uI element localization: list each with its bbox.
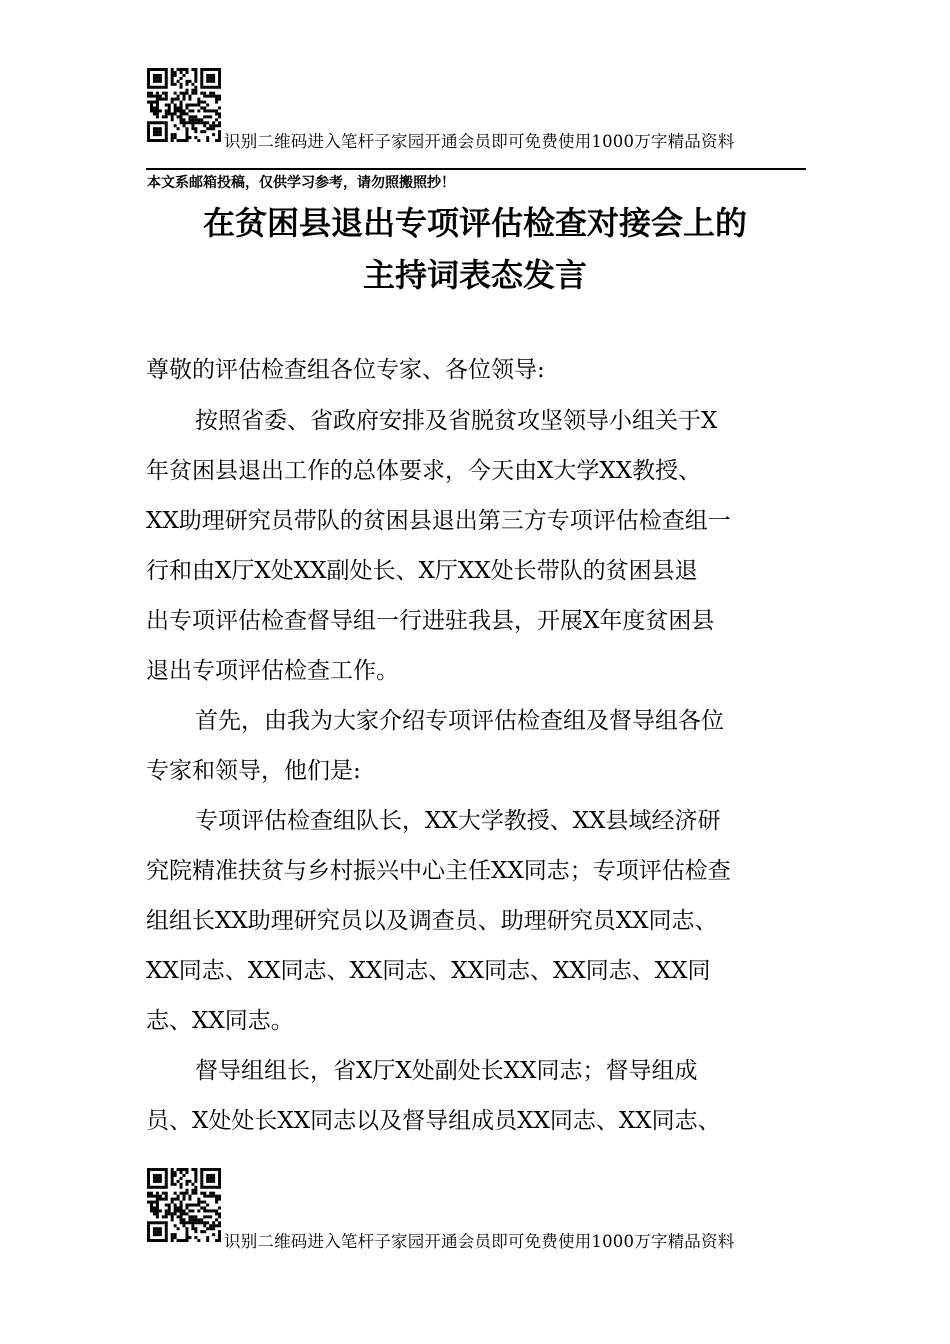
body-line: XX同志、XX同志、XX同志、XX同志、XX同志、XX同 (146, 958, 711, 984)
body-line: 志、XX同志。 (146, 1008, 294, 1034)
body-line: 年贫困县退出工作的总体要求，今天由X大学XX教授、 (146, 458, 702, 484)
body-line: 员、X处处长XX同志以及督导组成员XX同志、XX同志、 (146, 1108, 721, 1134)
document-title-line2: 主持词表态发言 (362, 256, 587, 294)
body-line: 专家和领导，他们是: (146, 758, 361, 784)
top-qr-code (147, 68, 221, 142)
body-line: 出专项评估检查督导组一行进驻我县，开展X年度贫困县 (146, 608, 715, 634)
body-line: 退出专项评估检查工作。 (146, 658, 399, 684)
header-rule (146, 168, 806, 170)
body-line: 督导组组长，省X厅X处副处长XX同志；督导组成 (195, 1058, 698, 1084)
bottom-promo-text: 识别二维码进入笔杆子家园开通会员即可免费使用1000万字精品资料 (224, 1232, 735, 1251)
body-line: 行和由X厅X处XX副处长、X厅XX处长带队的贫困县退 (146, 558, 698, 584)
body-line: 按照省委、省政府安排及省脱贫攻坚领导小组关于X (195, 408, 718, 434)
body-line: 组组长XX助理研究员以及调查员、助理研究员XX同志、 (146, 908, 718, 934)
notice-text: 本文系邮箱投稿，仅供学习参考，请勿照搬照抄！ (147, 175, 455, 191)
body-line: 尊敬的评估检查组各位专家、各位领导: (146, 357, 545, 383)
body-line: 首先，由我为大家介绍专项评估检查组及督导组各位 (195, 708, 724, 734)
bottom-qr-code (147, 1168, 221, 1242)
document-title-line1: 在贫困县退出专项评估检查对接会上的 (202, 204, 747, 242)
body-line: XX助理研究员带队的贫困县退出第三方专项评估检查组一 (146, 508, 731, 534)
body-line: 专项评估检查组队长，XX大学教授、XX县域经济研 (195, 808, 721, 834)
top-promo-text: 识别二维码进入笔杆子家园开通会员即可免费使用1000万字精品资料 (224, 132, 735, 151)
body-line: 究院精准扶贫与乡村振兴中心主任XX同志；专项评估检查 (146, 858, 731, 884)
